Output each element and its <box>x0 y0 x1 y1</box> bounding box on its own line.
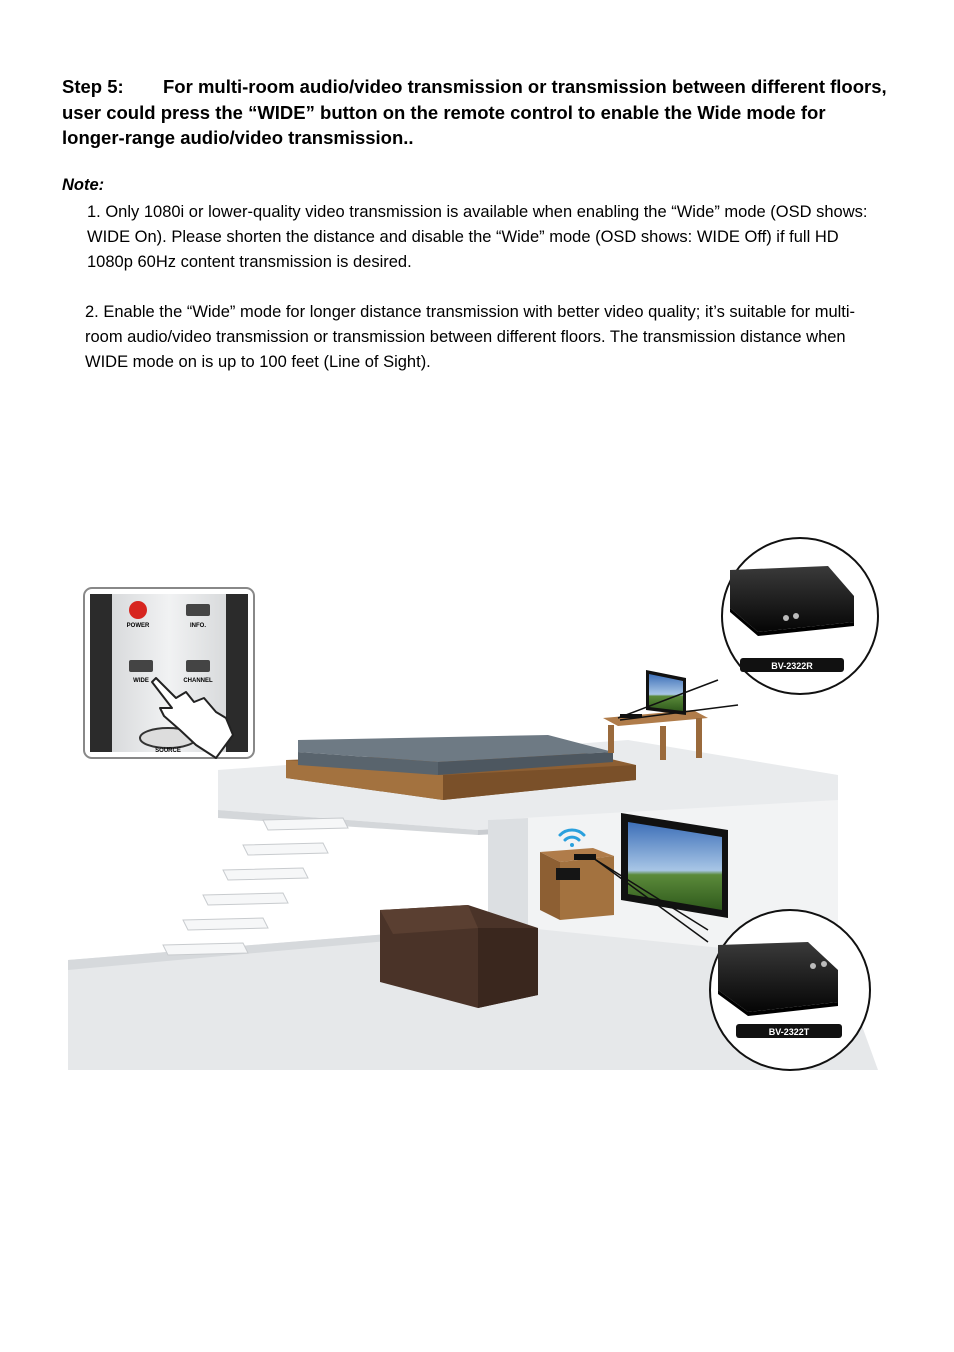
note-item-1: 1. Only 1080i or lower-quality video transmission is available when enabling the “Wide” mode (OSD shows: WIDE On). Please shorten the distance and disable the “Wide” mode (OSD shows: WIDE Off) if full HD 1080p 60Hz content transmission is desired. <box>87 203 868 271</box>
wide-label: WIDE <box>133 678 149 684</box>
info-label: INFO. <box>190 623 206 629</box>
receiver-model-label: BV-2322R <box>771 661 813 671</box>
stairs <box>163 818 348 955</box>
remote-inset <box>84 588 254 758</box>
source-label: SOURCE <box>155 748 181 754</box>
power-label: POWER <box>126 623 150 629</box>
power-button <box>129 601 147 619</box>
step-label: Step 5: <box>62 76 124 97</box>
transmitter-model-label: BV-2322T <box>768 1027 810 1037</box>
cabinet <box>540 848 614 920</box>
note-item-2: 2. Enable the “Wide” mode for longer distance transmission with better video quality; it’s suitable for multi-room audio/video transmission or transmission between different floors. The transmission distance when WIDE mode on is up to 100 feet (Line of Sight). <box>85 303 856 371</box>
channel-label: CHANNEL <box>183 678 213 684</box>
wall-tv <box>621 813 728 918</box>
note-title: Note: <box>62 176 105 194</box>
step-5-heading <box>62 74 892 151</box>
multi-room-illustration <box>68 530 888 1075</box>
step-text: For multi-room audio/video transmission or transmission between different floors, user could press the “WIDE” button on the remote control to enable the Wide mode for longer-range audio/video transmission.. <box>62 76 887 148</box>
